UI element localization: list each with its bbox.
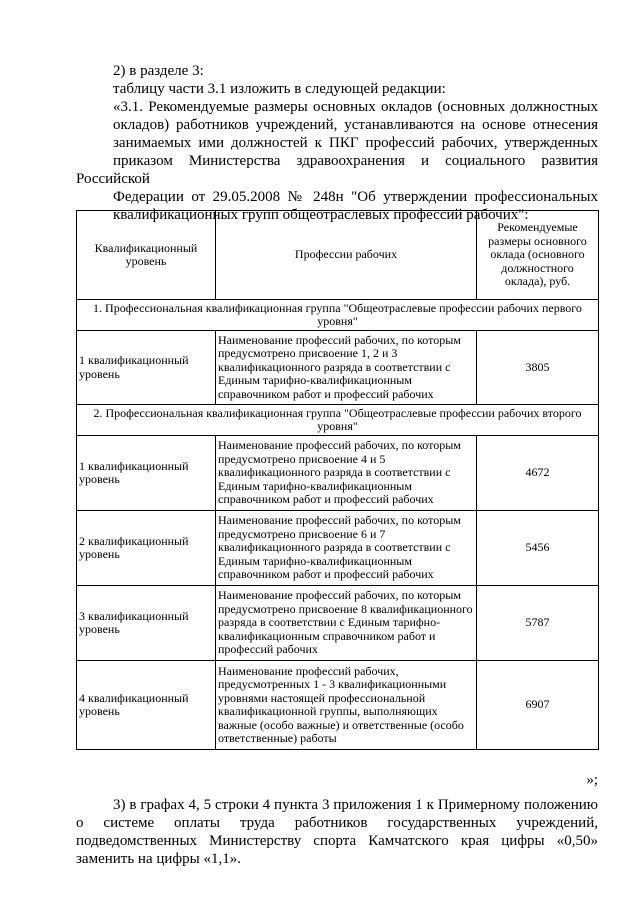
row-salary: 3805	[477, 331, 599, 405]
row-professions: Наименование профессий рабочих, по которым предусмотрено присвоение 8 квалификационного разряда в соответствии с Единым тарифно-квалификационным справочником работ и профессий рабочих	[216, 586, 477, 661]
paragraph-line: окладов) работников учреждений, устанавливаются на основе отнесения	[113, 117, 598, 133]
paragraph-line: квалификационных групп общеотраслевых профессий рабочих":	[113, 207, 529, 223]
header-professions: Профессии рабочих	[216, 211, 477, 300]
header-salary: Рекомендуемые размеры основного оклада (основного должностного оклада), руб.	[477, 211, 599, 300]
row-level: 4 квалификационный уровень	[77, 661, 216, 750]
row-professions: Наименование профессий рабочих, по которым предусмотрено присвоение 1, 2 и 3 квалификационного разряда в соответствии с Единым тарифно-квалификационным справочником работ и профессий рабочих	[216, 331, 477, 405]
row-salary: 5787	[477, 586, 599, 661]
paragraph-line: 3) в графах 4, 5 строки 4 пункта 3 приложения 1 к Примерному положению	[113, 797, 598, 813]
salary-table	[76, 210, 599, 750]
row-salary: 6907	[477, 661, 599, 750]
group-row	[77, 300, 599, 331]
header-level: Квалификационный уровень	[77, 211, 216, 300]
paragraph-line: приказом Министерства здравоохранения и социального развития Российской	[76, 153, 598, 187]
closing-quote: »;	[586, 772, 598, 788]
paragraph-line: подведомственных Министерству спорта Камчатского края цифры «0,50»	[76, 833, 598, 849]
row-level: 1 квалификационный уровень	[77, 436, 216, 511]
row-salary: 5456	[477, 511, 599, 586]
paragraph-line: Федерации от 29.05.2008 № 248н "Об утверждении профессиональных	[113, 189, 598, 205]
row-salary: 4672	[477, 436, 599, 511]
paragraph-line: о системе оплаты труда работников государственных учреждений,	[76, 815, 598, 831]
row-level: 3 квалификационный уровень	[77, 586, 216, 661]
row-professions: Наименование профессий рабочих, по которым предусмотрено присвоение 4 и 5 квалификационного разряда в соответствии с Единым тарифно-квалификационным справочником работ и профессий рабочих	[216, 436, 477, 511]
row-level: 2 квалификационный уровень	[77, 511, 216, 586]
paragraph-line: занимаемых ими должностей к ПКГ профессий рабочих, утвержденных	[113, 135, 598, 151]
table-instruction: таблицу части 3.1 изложить в следующей редакции:	[113, 81, 446, 97]
item-2-heading: 2) в разделе 3:	[113, 63, 204, 79]
table-row	[77, 586, 599, 661]
table-row	[77, 331, 599, 405]
row-professions: Наименование профессий рабочих, по которым предусмотрено присвоение 6 и 7 квалификационного разряда в соответствии с Единым тарифно-квалификационным справочником работ и профессий рабочих	[216, 511, 477, 586]
item-3-paragraph	[76, 796, 598, 868]
group-1-title: 1. Профессиональная квалификационная группа "Общеотраслевые профессии рабочих первого уровня"	[77, 300, 599, 331]
table-header-row	[77, 211, 599, 300]
paragraph-line: заменить на цифры «1,1».	[76, 851, 241, 867]
table-row	[77, 661, 599, 750]
paragraph-line: «3.1. Рекомендуемые размеры основных окладов (основных должностных	[113, 99, 598, 115]
group-2-title: 2. Профессиональная квалификационная группа "Общеотраслевые профессии рабочих второго уровня"	[77, 405, 599, 436]
group-row	[77, 405, 599, 436]
table-row	[77, 511, 599, 586]
row-level: 1 квалификационный уровень	[77, 331, 216, 405]
section-3-1-paragraph	[76, 98, 598, 224]
row-professions: Наименование профессий рабочих, предусмотренных 1 - 3 квалификационными уровнями настоящей профессиональной квалификационной группы, выполняющих важные (особо важные) и ответственные (особо ответственные) работы	[216, 661, 477, 750]
table-row	[77, 436, 599, 511]
